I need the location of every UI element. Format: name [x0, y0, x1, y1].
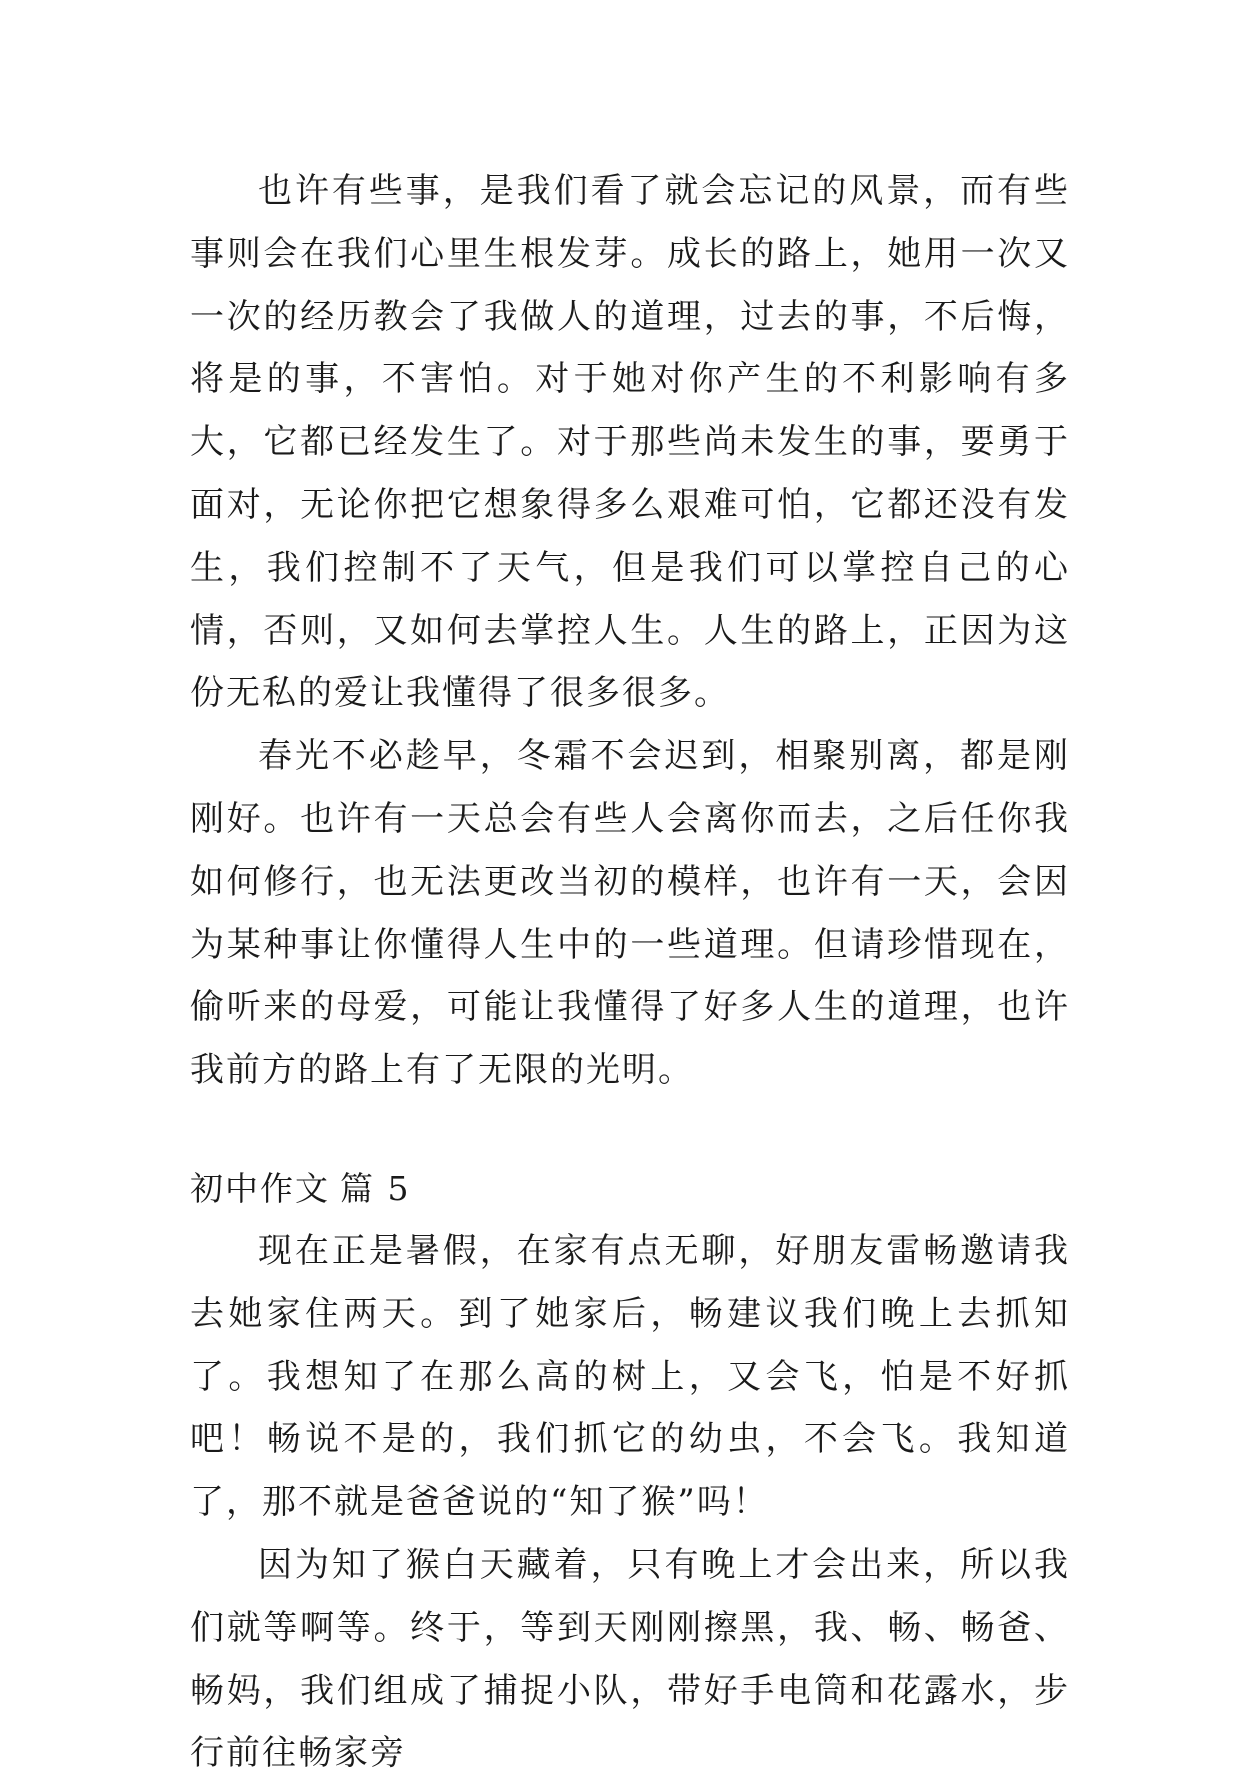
- section-heading-number: 篇 5: [340, 1168, 411, 1208]
- paragraph: 现在正是暑假，在家有点无聊，好朋友雷畅邀请我去她家住两天。到了她家后，畅建议我们晚上去抓知了。我想知了在那么高的树上，又会飞，怕是不好抓吧！畅说不是的，我们抓它的幼虫，不会飞。我知道了，那不就是爸爸说的“知了猴”吗！: [190, 1230, 1070, 1523]
- paragraph: 也许有些事，是我们看了就会忘记的风景，而有些事则会在我们心里生根发芽。成长的路上，她用一次又一次的经历教会了我做人的道理，过去的事，不后悔，将是的事，不害怕。对于她对你产生的不利影响有多大，它都已经发生了。对于那些尚未发生的事，要勇于面对，无论你把它想象得多么艰难可怕，它都还没有发生，我们控制不了天气，但是我们可以掌控自己的心情，否则，又如何去掌控人生。人生的路上，正因为这份无私的爱让我懂得了很多很多。: [190, 171, 1070, 714]
- paragraph: 春光不必趁早，冬霜不会迟到，相聚别离，都是刚刚好。也许有一天总会有些人会离你而去，之后任你我如何修行，也无法更改当初的模样，也许有一天，会因为某种事让你懂得人生中的一些道理。但请珍惜现在，偷听来的母爱，可能让我懂得了好多人生的道理，也许我前方的路上有了无限的光明。: [190, 736, 1070, 1091]
- section-heading-title: 初中作文: [190, 1168, 330, 1208]
- document-body: [190, 160, 1070, 1785]
- section-heading: [190, 1158, 1070, 1220]
- paragraph: 因为知了猴白天藏着，只有晚上才会出来，所以我们就等啊等。终于，等到天刚刚擦黑，我、畅、畅爸、畅妈，我们组成了捕捉小队，带好手电筒和花露水，步行前往畅家旁: [190, 1544, 1070, 1774]
